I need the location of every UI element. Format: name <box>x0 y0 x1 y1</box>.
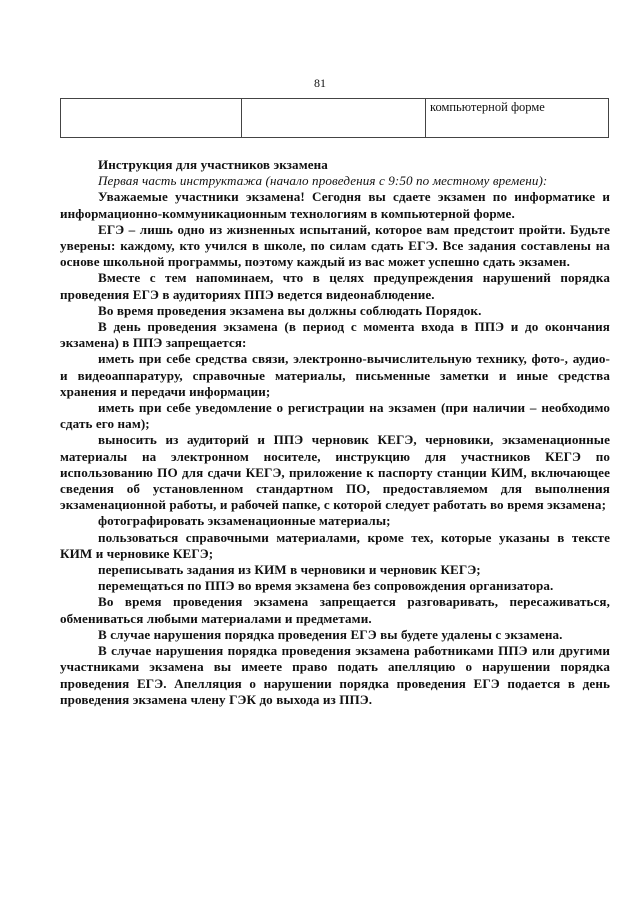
paragraph: В случае нарушения порядка проведения ЕГЭ вы будете удалены с экзамена. <box>98 626 563 642</box>
paragraph: Во время проведения экзамена запрещается разговаривать, пересаживаться, обмениваться любыми материалами и предметами. <box>60 594 610 626</box>
paragraph: В день проведения экзамена (в период с момента входа в ППЭ и до окончания экзамена) в ППЭ запрещается: <box>60 319 610 351</box>
paragraph: Уважаемые участники экзамена! Сегодня вы сдаете экзамен по информатике и информационно-коммуникационным технологиям в компьютерной форме. <box>60 189 610 221</box>
prohibition-item: пользоваться справочными материалами, кроме тех, которые указаны в тексте КИМ и черновике КЕГЭ; <box>60 529 610 561</box>
paragraph: ЕГЭ – лишь одно из жизненных испытаний, которое вам предстоит пройти. Будьте уверены: каждому, кто учился в школе, по силам сдать ЕГЭ. Все задания составлены на основе школьной программы, поэтому каждый из вас может успешно сдать экзамен. <box>60 221 610 270</box>
paragraph: Вместе с тем напоминаем, что в целях предупреждения нарушений порядка проведения ЕГЭ в аудиториях ППЭ ведется видеонаблюдение. <box>60 270 610 302</box>
prohibition-item: иметь при себе средства связи, электронно-вычислительную технику, фото-, аудио- и видеоаппаратуру, справочные материалы, письменные заметки и иные средства хранения и передачи информации; <box>60 351 610 399</box>
instruction-subtitle: Первая часть инструктажа (начало проведения с 9:50 по местному времени): <box>98 173 548 189</box>
prohibition-item: переписывать задания из КИМ в черновики и черновик КЕГЭ; <box>98 562 481 578</box>
table-cell <box>61 99 242 138</box>
prohibition-item: иметь при себе уведомление о регистрации на экзамен (при наличии – необходимо сдать его нам); <box>60 400 610 432</box>
prohibition-item: выносить из аудиторий и ППЭ черновик КЕГЭ, черновики, экзаменационные материалы на электронном носителе, инструкцию для участников КЕГЭ по использованию ПО для сдачи КЕГЭ, приложение к паспорту станции КИМ, включающее сведения об установленном стандартном ПО, предоставляемом для выполнения экзаменационной работы, и рабочей папке, с которой следует работать во время экзамена; <box>60 432 610 513</box>
paragraph: Во время проведения экзамена вы должны соблюдать Порядок. <box>98 302 482 318</box>
table-row <box>61 99 609 138</box>
table-fragment <box>60 98 609 138</box>
table-cell: компьютерной форме <box>426 99 609 138</box>
table-cell <box>242 99 426 138</box>
prohibition-item: перемещаться по ППЭ во время экзамена без сопровождения организатора. <box>98 578 554 594</box>
instruction-title: Инструкция для участников экзамена <box>98 157 328 172</box>
page-number: 81 <box>314 76 326 90</box>
prohibition-item: фотографировать экзаменационные материалы; <box>98 513 391 529</box>
paragraph: В случае нарушения порядка проведения экзамена работниками ППЭ или другими участниками экзамена вы имеете право подать апелляцию о нарушении порядка проведения ЕГЭ. Апелляция о нарушении порядка проведения ЕГЭ подается в день проведения экзамена члену ГЭК до выхода из ППЭ. <box>60 643 610 707</box>
instruction-section <box>60 157 610 708</box>
